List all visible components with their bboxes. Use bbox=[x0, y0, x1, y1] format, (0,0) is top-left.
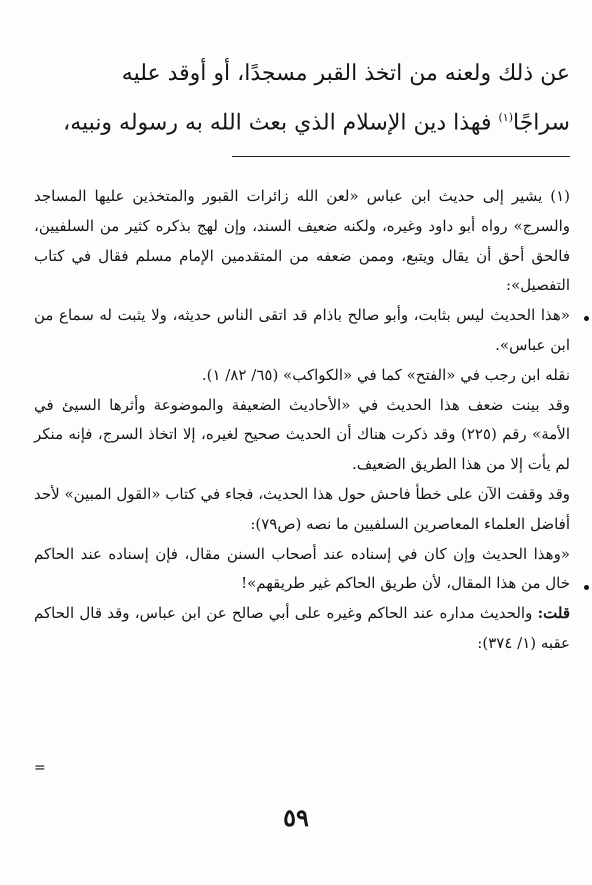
main-text-line-2-end: فهذا دين الإسلام الذي بعث الله به رسوله ونبيه، bbox=[63, 110, 499, 136]
footnote-paragraph-2: «هذا الحديث ليس بثابت، وأبو صالح باذام قد اتقى الناس حديثه، ولا يثبت له سماع من ابن عباس». bbox=[34, 306, 570, 354]
footnote-paragraph-7 bbox=[34, 599, 570, 659]
note-label: قلت: bbox=[537, 604, 570, 623]
main-text bbox=[28, 52, 570, 145]
main-text-line-2 bbox=[28, 96, 570, 145]
footnote-paragraph-3: نقله ابن رجب في «الفتح» كما في «الكواكب» (٦٥/ ٨٢/ ١). bbox=[201, 365, 570, 384]
continuation-mark: = bbox=[34, 760, 46, 776]
margin-dot bbox=[584, 316, 589, 321]
margin-dot bbox=[584, 585, 589, 590]
footnote-paragraph-5: وقد وقفت الآن على خطأ فاحش حول هذا الحديث، فجاء في كتاب «القول المبين» لأحد أفاضل العلماء المعاصرين السلفيين ما نصه (ص٧٩): bbox=[34, 484, 570, 533]
note-text: والحديث مداره عند الحاكم وغيره على أبي صالح عن ابن عباس، وقد قال الحاكم عقبه (١/ ٣٧٤): bbox=[34, 604, 570, 652]
footnote-paragraph-6: «وهذا الحديث وإن كان في إسناده عند أصحاب السنن مقال، فإن إسناده عند الحاكم خال من هذا المقال، لأن طريق الحاكم غير طريقهم»! bbox=[34, 544, 570, 593]
page-number: ٥٩ bbox=[283, 803, 309, 832]
footnote-reference: (١) bbox=[498, 111, 513, 124]
main-text-line-1: عن ذلك ولعنه من اتخذ القبر مسجدًا، أو أوقد عليه bbox=[121, 61, 570, 86]
main-text-line-2-start: سراجًا bbox=[513, 110, 570, 136]
footnote-paragraph-1: (١) يشير إلى حديث ابن عباس «لعن الله زائرات القبور والمتخذين عليها المساجد والسرج» رواه أبو داود وغيره، ولكنه ضعيف السند، وإن لهج بذكره كثير من السلفيين، فالحق أحق أن يقال ويتبع، وممن ضعفه من المتقدمين الإمام مسلم فقال في كتاب التفصيل»: bbox=[34, 187, 570, 295]
footnotes bbox=[34, 182, 570, 659]
footnote-paragraph-4: وقد بينت ضعف هذا الحديث في «الأحاديث الضعيفة والموضوعة وأثرها السيئ في الأمة» رقم (٢٢٥) وقد ذكرت هناك أن الحديث صحيح لغيره، إلا اتخاذ السرج، فإنه منكر لم يأت إلا من هذا الطريق الضعيف. bbox=[34, 395, 571, 474]
footnote-divider bbox=[232, 156, 570, 157]
